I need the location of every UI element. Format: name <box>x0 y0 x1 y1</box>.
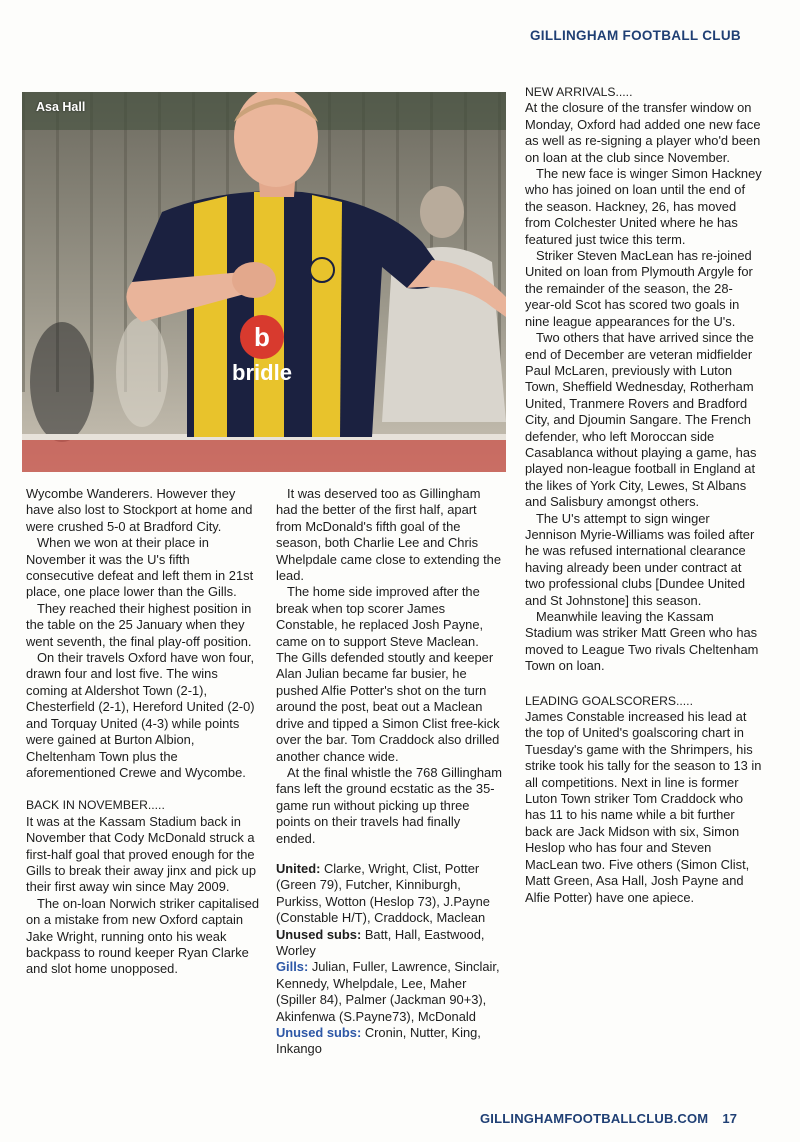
paragraph: They reached their highest position in the table on the 25 January when they went seventh, the final play-off position. <box>26 600 252 649</box>
unused-subs-players: Cronin, Nutter, King, Inkango <box>276 1025 481 1057</box>
united-players: Clarke, Wright, Clist, Potter (Green 79), Futcher, Kinniburgh, Purkiss, Wotton (Heslop 73), J.Payne (Constable H/T), Craddock, Maclean <box>276 860 490 926</box>
section-heading: NEW ARRIVALS..... <box>525 85 633 99</box>
paragraph: Striker Steven MacLean has re-joined United on loan from Plymouth Argyle for the remainder of the season, the 28-year-old Scot has scored two goals in nine league appearances for the U's. <box>525 248 753 329</box>
page-header: GILLINGHAM FOOTBALL CLUB <box>530 28 741 43</box>
paragraph: It was deserved too as Gillingham had the better of the first half, apart from McDonald's fifth goal of the season, both Charlie Lee and Chris Whelpdale came close to extending the lead. <box>276 486 502 584</box>
unused-subs-label: Unused subs: <box>276 1025 362 1040</box>
article-column-1 <box>26 486 261 978</box>
united-lineup <box>276 861 503 927</box>
paragraph: Two others that have arrived since the end of December are veteran midfielder Paul McLaren, previously with Luton Town, Sheffield Wednesday, Rotherham United, Tranmere Rovers and Bradford City, and Djoumin Sangare. The French defender, who left Moroccan side Casablanca without playing a game, has played non-league football in England at the likes of York City, Lewes, St Albans and Salisbury amongst others. <box>525 330 757 510</box>
article-column-3 <box>525 84 762 906</box>
paragraph: When we won at their place in November it was the U's fifth consecutive defeat and left them in 21st place, one place lower than the Gills. <box>26 535 254 600</box>
page-footer <box>480 1111 780 1126</box>
paragraph: At the closure of the transfer window on Monday, Oxford had added one new face as well as re-signing a player who'd been on loan at the club since November. <box>525 100 761 165</box>
paragraph: James Constable increased his lead at the top of United's goalscoring chart in Tuesday's game with the Shrimpers, his strike took his tally for the season to 13 in all competitions. Next in line is former Luton Town striker Tom Craddock who has 11 to his name while a bit further back are Jack Midson with six, Simon Heslop who has four and Steven MacLean two. Five others (Simon Clist, Matt Green, Asa Hall, Josh Payne and Alfie Potter) have one apiece. <box>525 709 762 905</box>
paragraph: The on-loan Norwich striker capitalised on a mistake from new Oxford captain Jake Wright, running onto his weak backpass to round keeper Ryan Clarke and slot home unopposed. <box>26 895 260 977</box>
paragraph: At the final whistle the 768 Gillingham fans left the ground ecstatic as the 35-game run without picking up three points on their travels had finally ended. <box>276 764 502 846</box>
article-column-2 <box>276 486 503 1058</box>
united-unused-subs <box>276 927 503 960</box>
gills-lineup <box>276 959 503 1025</box>
footer-site: GILLINGHAMFOOTBALLCLUB.COM <box>480 1111 709 1126</box>
gills-players: Julian, Fuller, Lawrence, Sinclair, Kennedy, Whelpdale, Lee, Maher (Spiller 84), Palmer (Jackman 90+3), Akinfenwa (S.Payne73), McDonald <box>276 959 500 1024</box>
section-heading: LEADING GOALSCORERS..... <box>525 693 693 708</box>
united-label: United: <box>276 860 321 876</box>
paragraph: Meanwhile leaving the Kassam Stadium was striker Matt Green who has moved to League Two rivals Cheltenham Town on loan. <box>525 609 759 674</box>
section-heading: BACK IN NOVEMBER..... <box>26 798 165 813</box>
paragraph: The U's attempt to sign winger Jennison Myrie-Williams was foiled after he was refused international clearance having already been under contract at two professional clubs [Dundee United and St Johnstone] this season. <box>525 510 755 608</box>
unused-subs-players: Batt, Hall, Eastwood, Worley <box>276 926 485 958</box>
page-number: 17 <box>722 1111 738 1126</box>
paragraph: It was at the Kassam Stadium back in November that Cody McDonald struck a first-half goal that proved enough for the Gills to break their away jinx and pick up their first away win since May 2009. <box>26 813 256 895</box>
photo-caption: Asa Hall <box>36 100 86 114</box>
paragraph: The new face is winger Simon Hackney who has joined on loan until the end of the season. Hackney, 26, has moved from Colchester United where he has featured just twice this term. <box>525 166 762 247</box>
player-photo-illustration <box>22 92 506 472</box>
shirt-sponsor: bridle <box>232 360 292 385</box>
sponsor-logo-letter: b <box>254 322 270 352</box>
paragraph: Wycombe Wanderers. However they have also lost to Stockport at home and were crushed 5-0 at Bradford City. <box>26 486 253 534</box>
paragraph: On their travels Oxford have won four, drawn four and lost five. The wins coming at Aldershot Town (2-1), Chesterfield (2-1), Hereford United (2-0) and Torquay United (4-3) while points were gained at Burton Albion, Cheltenham Town plus the aforementioned Crewe and Wycombe. <box>26 650 255 780</box>
paragraph: The home side improved after the break when top scorer James Constable, he replaced Josh Payne, came on to support Steve Maclean. The Gills defended stoutly and keeper Alan Julian became far busier, he pushed Alfie Potter's shot on the turn around the post, beat out a Maclean drive and tipped a Simon Clist free-kick over the bar. Tom Craddock also drilled another chance wide. <box>276 584 500 764</box>
gills-label: Gills: <box>276 959 309 975</box>
player-photo <box>22 92 506 472</box>
unused-subs-label: Unused subs: <box>276 926 362 942</box>
gills-unused-subs <box>276 1025 503 1058</box>
